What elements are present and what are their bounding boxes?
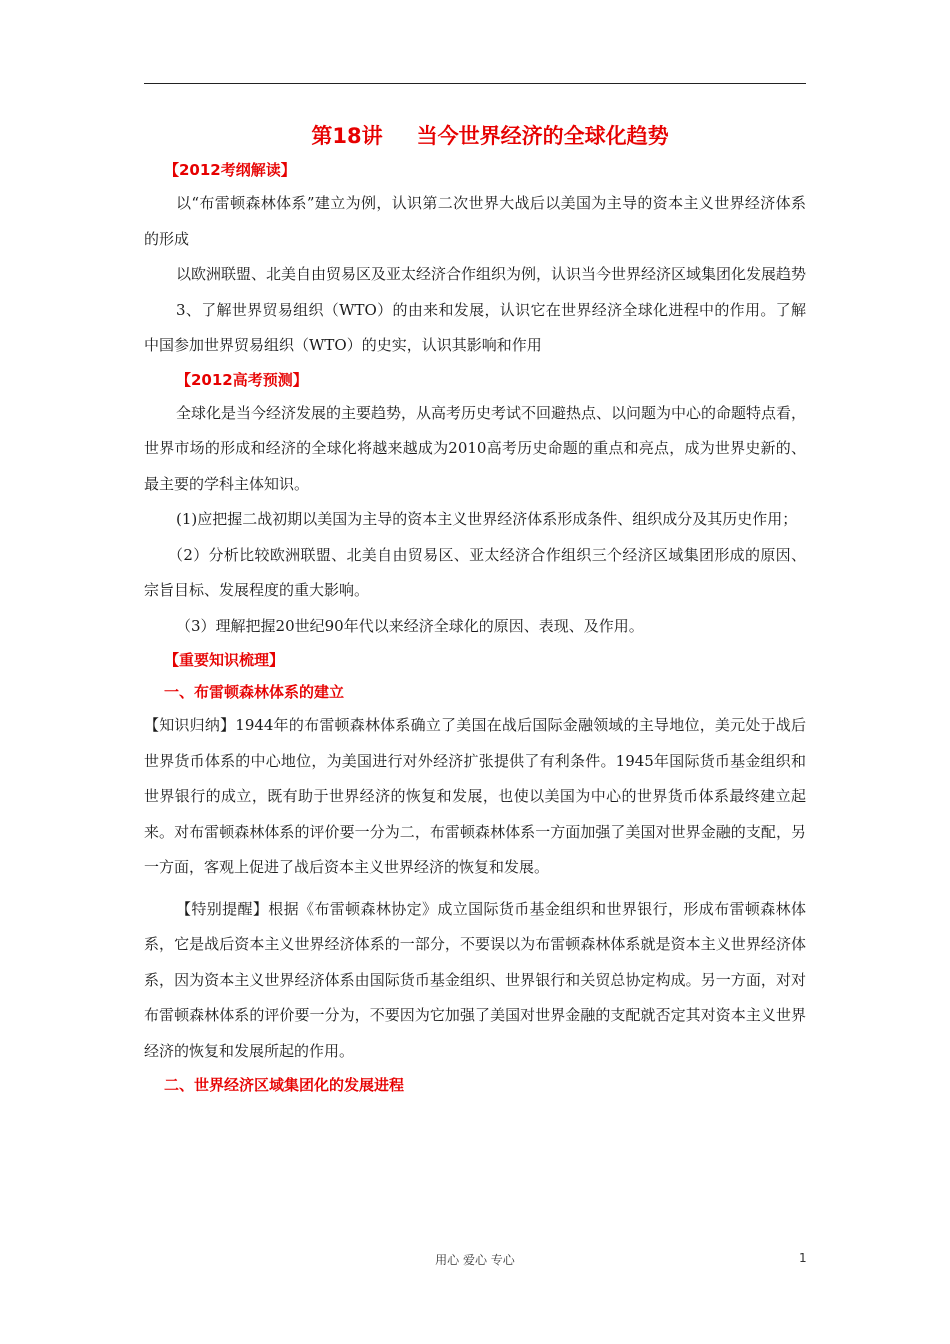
syllabus-paragraph-2: 以欧洲联盟、北美自由贸易区及亚太经济合作组织为例，认识当今世界经济区域集团化发展趋势 (176, 265, 807, 283)
part-1-heading: 一、布雷顿森林体系的建立 (164, 683, 345, 701)
forecast-paragraph-1: 全球化是当今经济发展的主要趋势，从高考历史考试不回避热点、以问题为中心的命题特点看，世界市场的形成和经济的全球化将越来越成为2010高考历史命题的重点和亮点，成为世界史新的、最主要的学科主体知识。 (144, 403, 807, 493)
title-lecture-number: 第18讲 (311, 124, 383, 148)
page-number: 1 (799, 1251, 807, 1265)
header-rule (144, 83, 806, 84)
document-body (144, 118, 806, 1101)
knowledge-heading: 【重要知识梳理】 (164, 651, 285, 669)
forecast-heading: 【2012高考预测】 (176, 370, 308, 389)
title-topic: 当今世界经济的全球化趋势 (416, 124, 669, 148)
syllabus-paragraph-3: 3、了解世界贸易组织（WTO）的由来和发展，认识它在世界经济全球化进程中的作用。了解中国参加世界贸易组织（WTO）的史实，认识其影响和作用 (144, 300, 806, 354)
forecast-paragraph-2: (1)应把握二战初期以美国为主导的资本主义世界经济体系形成条件、组织成分及其历史作用； (176, 510, 798, 528)
part-1-paragraph-2: 【特别提醒】根据《布雷顿森林协定》成立国际货币基金组织和世界银行，形成布雷顿森林体系，它是战后资本主义世界经济体系的一部分，不要误以为布雷顿森林体系就是资本主义世界经济体系，因为资本主义世界经济体系由国际货币基金组织、世界银行和关贸总协定构成。另一方面，对对布雷顿森林体系的评价要一分为，不要因为它加强了美国对世界金融的支配就否定其对资本主义世界经济的恢复和发展所起的作用。 (144, 899, 806, 1060)
forecast-paragraph-4: （3）理解把握20世纪90年代以来经济全球化的原因、表现、及作用。 (176, 616, 644, 635)
part-1-paragraph-1: 【知识归纳】1944年的布雷顿森林体系确立了美国在战后国际金融领域的主导地位，美元处于战后世界货币体系的中心地位，为美国进行对外经济扩张提供了有利条件。1945年国际货币基金组织和世界银行的成立，既有助于世界经济的恢复和发展，也使以美国为中心的世界货币体系最终建立起来。对布雷顿森林体系的评价要一分为二，布雷顿森林体系一方面加强了美国对世界金融的支配，另一方面，客观上促进了战后资本主义世界经济的恢复和发展。 (144, 716, 806, 876)
syllabus-paragraph-1: 以“布雷顿森林体系”建立为例，认识第二次世界大战后以美国为主导的资本主义世界经济体系的形成 (144, 194, 806, 248)
forecast-paragraph-3: （2）分析比较欧洲联盟、北美自由贸易区、亚太经济合作组织三个经济区域集团形成的原因、宗旨目标、发展程度的重大影响。 (144, 545, 806, 599)
part-2-heading: 二、世界经济区域集团化的发展进程 (164, 1076, 405, 1094)
syllabus-heading: 【2012考纲解读】 (164, 161, 296, 179)
page-title (174, 118, 806, 154)
footer-slogan: 用心 爱心 专心 (435, 1253, 515, 1267)
